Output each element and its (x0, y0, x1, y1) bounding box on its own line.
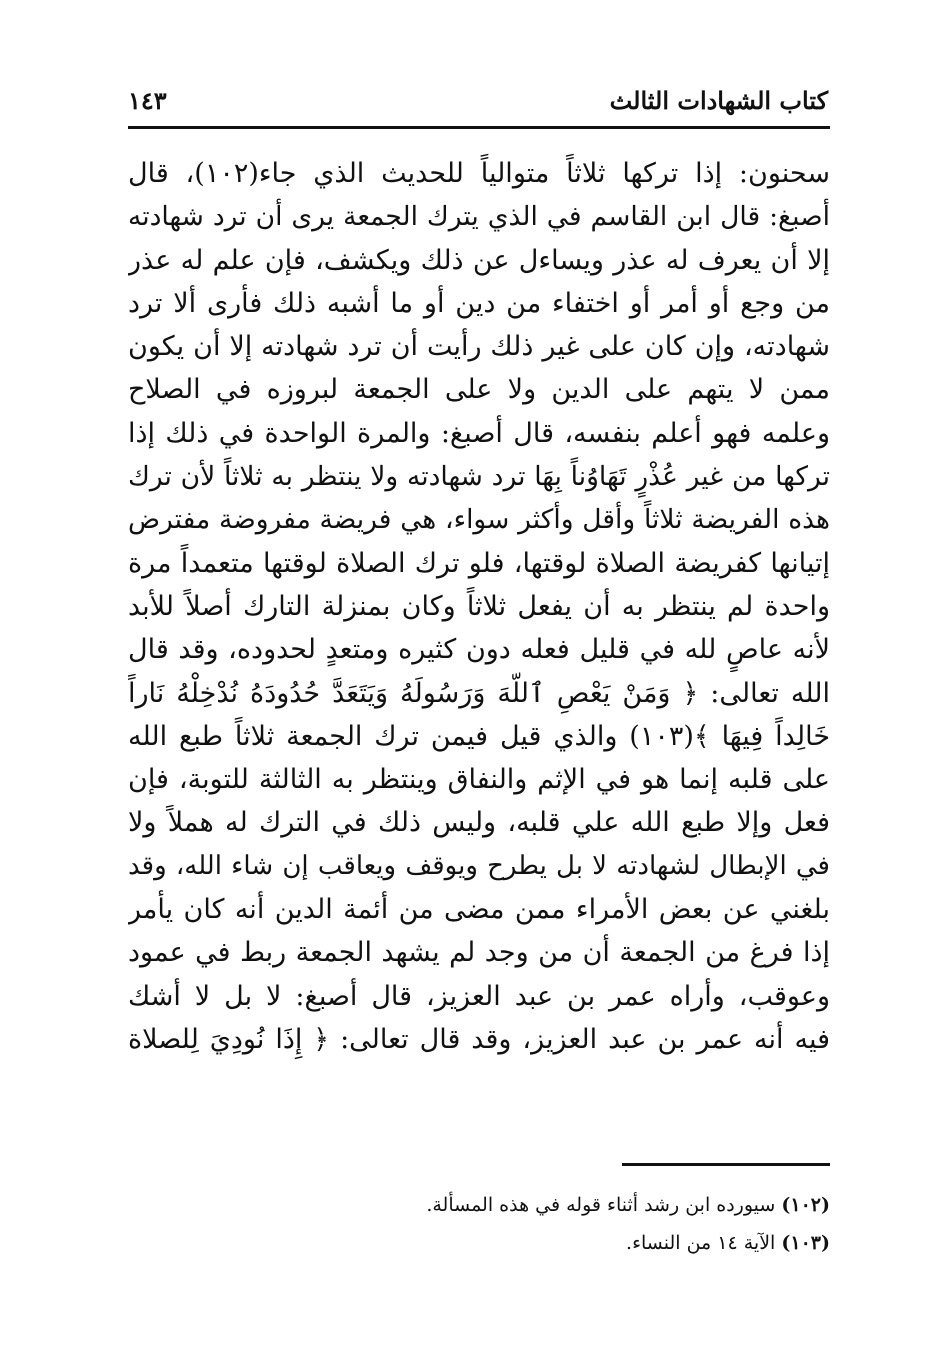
text-line: لأنه عاصٍ لله في قليل فعله دون كثيره ومتعدٍ لحدوده، وقد قال (128, 634, 830, 666)
text-line: بلغني عن بعض الأمراء ممن مضى من أئمة الدين أنه كان يأمر (128, 894, 830, 926)
footnote-number: (١٠٢) (781, 1194, 830, 1216)
text-line: وعلمه فهو أعلم بنفسه، قال أصبغ: والمرة الواحدة في ذلك إذا (128, 417, 830, 449)
text-line: خَالِداً فِيهَا ﴾(١٠٣) والذي قيل فيمن ترك الجمعة ثلاثاً طبع الله (128, 720, 830, 752)
footnotes (128, 1186, 830, 1262)
text-line: هذه الفريضة ثلاثاً وأقل وأكثر سواء، هي فريضة مفروضة مفترض (128, 504, 830, 536)
text-line: شهادته، وإن كان على غير ذلك رأيت أن ترد شهادته إلا أن يكون (128, 331, 830, 363)
text-line: من وجع أو أمر أو اختفاء من دين أو ما أشبه ذلك فأرى ألا ترد (128, 287, 830, 319)
footnote-text: سيورده ابن رشد أثناء قوله في هذه المسألة. (426, 1194, 776, 1216)
text-line: إلا أن يعرف له عذر ويساءل عن ذلك ويكشف، فإن علم له عذر (128, 244, 830, 276)
header-rule (128, 126, 830, 129)
running-title: كتاب الشهادات الثالث (609, 86, 828, 115)
text-line: أصبغ: قال ابن القاسم في الذي يترك الجمعة يرى أن ترد شهادته (128, 201, 830, 233)
page-number: ١٤٣ (128, 86, 167, 115)
text-line: فيه أنه عمر بن عبد العزيز، وقد قال تعالى: ﴿ إِذَا نُودِيَ لِلصلاة (128, 1023, 830, 1055)
text-line: في الإبطال لشهادته لا بل يطرح ويوقف ويعاقب إن شاء الله، وقد (128, 850, 830, 881)
text-line: سحنون: إذا تركها ثلاثاً متوالياً للحديث الذي جاء(١٠٢)، قال (128, 158, 830, 189)
text-line: ممن لا يتهم على الدين ولا على الجمعة لبروزه في الصلاح (128, 374, 830, 406)
text-line: إتيانها كفريضة الصلاة لوقتها، فلو ترك الصلاة لوقتها متعمداً مرة (128, 547, 830, 579)
footnote-103 (128, 1224, 830, 1262)
text-line: وعوقب، وأراه عمر بن عبد العزيز، قال أصبغ: لا بل لا أشك (128, 980, 830, 1012)
text-line: تركها من غير عُذْرٍ تَهَاوُناً بِهَا ترد شهادته ولا ينتظر به ثلاثاً لأن ترك (128, 461, 830, 493)
text-line: الله تعالى: ﴿ وَمَنْ يَعْصِ ٱللَّهَ وَرَسُولَهُ وَيَتَعَدَّ حُدُودَهُ نُدْخِلْهُ نَاراً (128, 677, 830, 709)
footnote-102 (128, 1186, 830, 1224)
text-line: على قلبه إنما هو في الإثم والنفاق وينتظر به الثالثة للتوبة، فإن (128, 764, 830, 796)
text-line: فعل وإلا طبع الله علي قلبه، وليس ذلك في الترك له هملاً ولا (128, 807, 830, 839)
footnote-separator (622, 1163, 830, 1166)
text-line: واحدة لم ينتظر به أن يفعل ثلاثاً وكان بمنزلة التارك أصلاً للأبد (128, 590, 830, 622)
footnote-text: الآية ١٤ من النساء. (626, 1232, 776, 1254)
footnote-number: (١٠٣) (781, 1232, 830, 1254)
text-line: إذا فرغ من الجمعة أن من وجد لم يشهد الجمعة ربط في عمود (128, 937, 830, 969)
main-text (128, 152, 830, 1061)
page-header (128, 86, 828, 126)
